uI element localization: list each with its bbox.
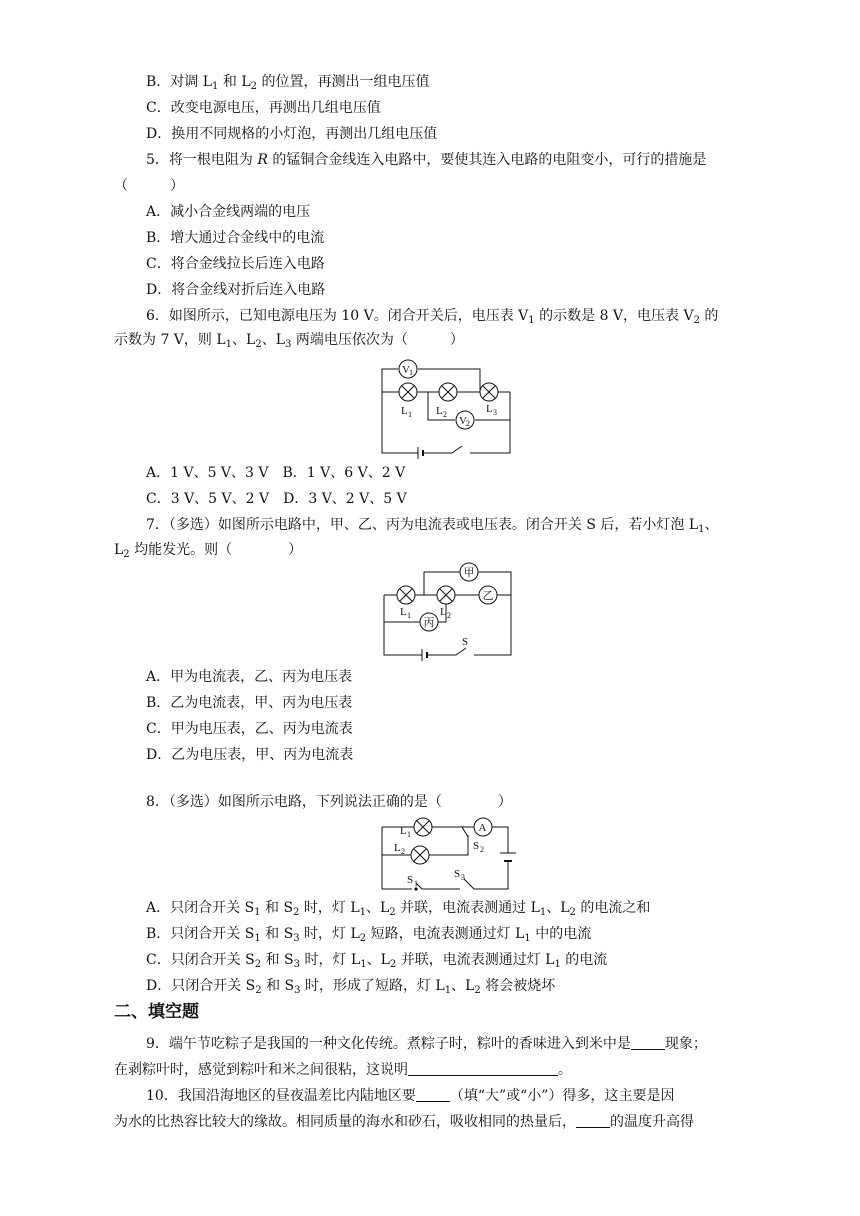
svg-text:V: V xyxy=(459,415,467,427)
q9-blank-2[interactable] xyxy=(408,1061,558,1076)
svg-text:S: S xyxy=(454,868,461,880)
q5-option-d: D．将合金线对折后连入电路 xyxy=(146,282,326,298)
svg-text:2: 2 xyxy=(466,419,470,428)
svg-text:L: L xyxy=(440,606,447,618)
q5-option-a: A．减小合金线两端的电压 xyxy=(146,204,311,220)
q5-option-c: C．将合金线拉长后连入电路 xyxy=(146,256,325,272)
q6-stem-line1: 6．如图所示，已知电源电压为 10 V。闭合开关后，电压表 $V_1$ 的示数是 8 V，电压表 $V_2$ 的 xyxy=(146,308,719,326)
q5-stem-line2: （ ） xyxy=(114,178,184,194)
q6-stem-line2: 示数为 7 V，则 $L_1$、$L_2$、$L_3$ 两端电压依次为（ ） xyxy=(114,332,464,350)
q6-lamp-l2 xyxy=(436,383,457,419)
svg-text:S: S xyxy=(407,874,414,886)
q7-option-b: B．乙为电流表，甲、丙为电压表 xyxy=(146,695,353,711)
q7-stem-line2: $L_2$ 均能发光。则（ ） xyxy=(114,542,303,560)
svg-text:L: L xyxy=(400,606,407,618)
q7-option-c: C．甲为电压表，乙、丙为电流表 xyxy=(146,721,353,737)
q10-line1: 10．我国沿海地区的昼夜温差比内陆地区要 （填“大”或“小”）得多，这主要是因 xyxy=(146,1088,675,1104)
svg-text:L: L xyxy=(394,842,401,854)
q7-option-d: D．乙为电压表，甲、丙为电流表 xyxy=(146,747,354,763)
q8-lamp-l1 xyxy=(400,818,432,839)
svg-text:1: 1 xyxy=(408,410,412,419)
q8-lamp-l2 xyxy=(394,842,429,864)
q7-switch-label: S xyxy=(462,636,469,648)
q7-meter-bing xyxy=(420,613,438,631)
svg-text:3: 3 xyxy=(461,873,465,882)
q6-lamp-l1 xyxy=(399,383,417,419)
svg-text:L: L xyxy=(486,403,493,415)
svg-text:A: A xyxy=(478,822,487,834)
q7-lamp-l2 xyxy=(437,586,455,620)
q7-lamp-l1 xyxy=(397,586,415,620)
q6-v1-label: V xyxy=(402,364,410,376)
q10-line2: 为水的比热容比较大的缘故。相同质量的海水和砂石，吸收相同的热量后， 的温度升高得 xyxy=(114,1114,694,1130)
q8-ammeter xyxy=(474,818,492,836)
q8-option-c: C．只闭合开关 $S_2$ 和 $S_3$ 时，灯 $L_1$、$L_2$ 并联，电流表测通过灯 $L_1$ 的电流 xyxy=(146,952,608,970)
q6-options-row2: C．3 V、5 V、2 V D．3 V、2 V、5 V xyxy=(146,491,407,507)
q10-blank-1[interactable] xyxy=(416,1087,450,1102)
q8-option-b: B．只闭合开关 $S_1$ 和 $S_3$ 时，灯 $L_2$ 短路，电流表测通过灯 $L_1$ 中的电流 xyxy=(146,926,592,944)
q7-meter-yi xyxy=(479,586,497,604)
q7-circuit-diagram xyxy=(374,561,524,665)
svg-text:S: S xyxy=(473,840,480,852)
q6-voltmeter-v1 xyxy=(399,360,417,378)
svg-text:乙: 乙 xyxy=(482,590,494,602)
svg-text:L: L xyxy=(400,825,407,837)
svg-text:1: 1 xyxy=(409,368,413,377)
svg-text:2: 2 xyxy=(401,847,405,856)
q4-option-d: D．换用不同规格的小灯泡，再测出几组电压值 xyxy=(146,126,438,142)
section-heading-fill-in: 二、填空题 xyxy=(114,1002,199,1022)
q6-circuit-diagram xyxy=(370,348,520,460)
q7-meter-jia xyxy=(460,563,478,581)
q9-line2: 在剥粽叶时，感觉到粽叶和米之间很粘，这说明 。 xyxy=(114,1062,572,1078)
q8-stem: 8．（多选）如图所示电路，下列说法正确的是（ ） xyxy=(146,794,512,810)
svg-text:丙: 丙 xyxy=(423,617,435,629)
q10-blank-2[interactable] xyxy=(576,1113,610,1128)
q9-line1: 9．端午节吃粽子是我国的一种文化传统。煮粽子时，粽叶的香味进入到米中是 现象； xyxy=(146,1036,707,1052)
q6-options-row1: A．1 V、5 V、3 V B．1 V、6 V、2 V xyxy=(146,465,406,481)
q8-circuit-diagram xyxy=(374,813,524,895)
svg-text:2: 2 xyxy=(447,611,451,620)
q5-option-b: B．增大通过合金线中的电流 xyxy=(146,230,325,246)
q4-option-c: C．改变电源电压，再测出几组电压值 xyxy=(146,100,381,116)
svg-text:2: 2 xyxy=(480,845,484,854)
svg-text:1: 1 xyxy=(414,879,418,888)
svg-text:3: 3 xyxy=(493,408,497,417)
q6-lamp-l3 xyxy=(480,383,498,417)
svg-text:1: 1 xyxy=(407,611,411,620)
q7-option-a: A．甲为电流表，乙、丙为电压表 xyxy=(146,669,353,685)
q5-stem-line1: 5．将一根电阻为 R 的锰铜合金线连入电路中，要使其连入电路的电阻变小，可行的措施是 xyxy=(146,152,707,168)
q9-blank-1[interactable] xyxy=(631,1035,665,1050)
q7-stem-line1: 7．（多选）如图所示电路中，甲、乙、丙为电流表或电压表。闭合开关 S 后，若小灯泡 $L_1$、 xyxy=(146,517,719,535)
q4-option-b: B．对调 $L_1$ 和 $L_2$ 的位置，再测出一组电压值 xyxy=(146,74,430,92)
svg-text:甲: 甲 xyxy=(463,567,475,579)
svg-text:2: 2 xyxy=(443,410,447,419)
svg-text:L: L xyxy=(436,405,443,417)
svg-text:L: L xyxy=(401,405,408,417)
q8-option-a: A．只闭合开关 $S_1$ 和 $S_2$ 时，灯 $L_1$、$L_2$ 并联，电流表测通过 $L_1$、$L_2$ 的电流之和 xyxy=(146,900,651,918)
q8-option-d: D．只闭合开关 $S_2$ 和 $S_3$ 时，形成了短路，灯 $L_1$、$L_2$ 将会被烧坏 xyxy=(146,978,556,996)
svg-text:1: 1 xyxy=(407,830,411,839)
q6-voltmeter-v2 xyxy=(456,411,474,429)
